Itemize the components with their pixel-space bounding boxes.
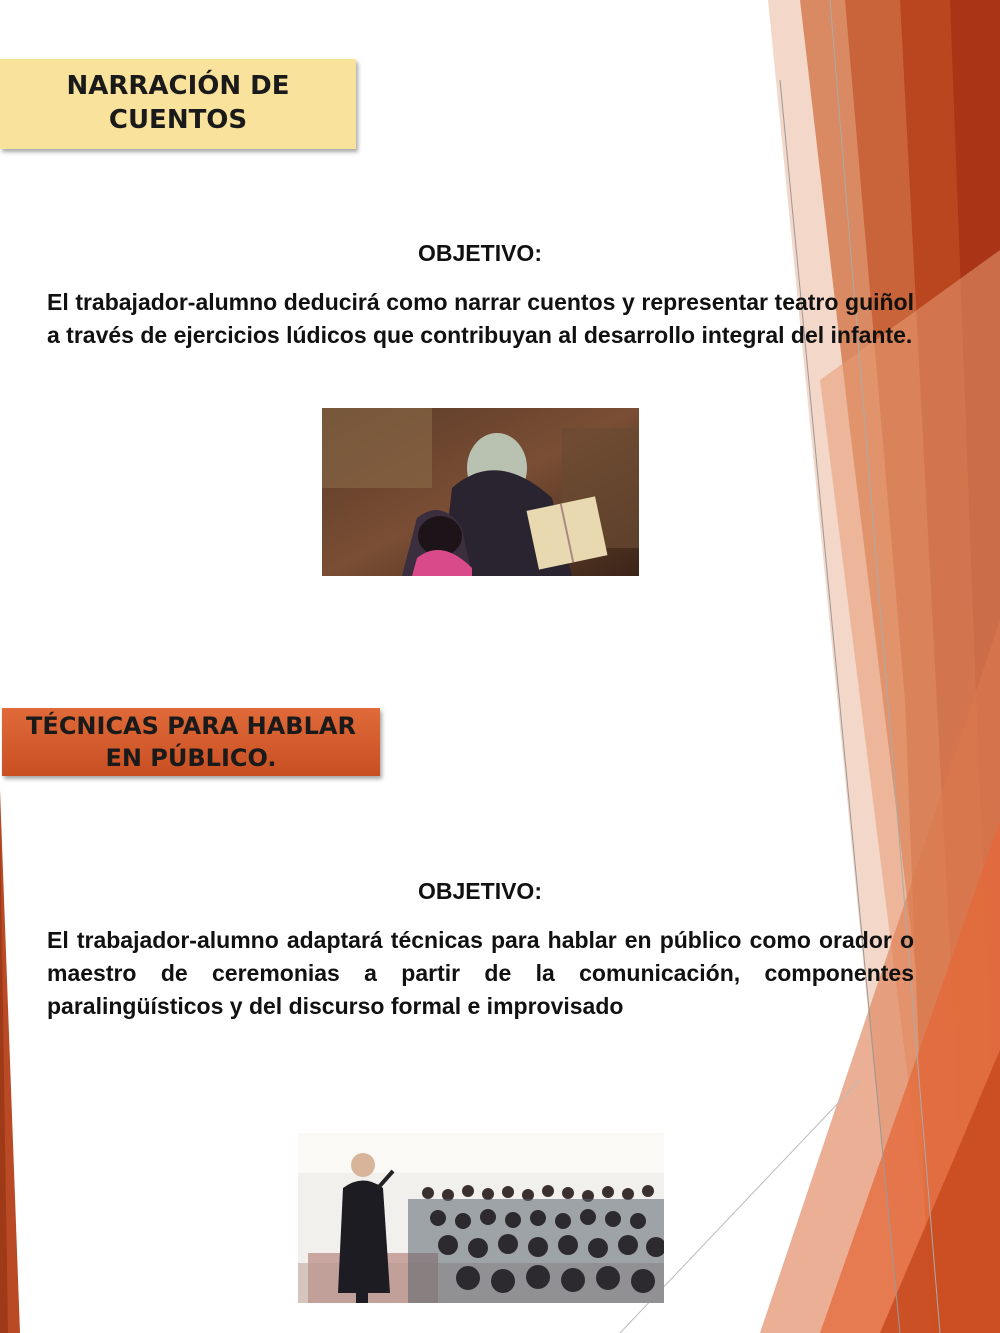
objective-text-1: El trabajador-alumno deducirá como narrar cuentos y representar teatro guiñol a través de ejercicios lúdicos que contribuyan al desarrollo integral del infante. <box>47 289 914 348</box>
section-heading-storytelling <box>0 59 356 149</box>
section-heading-public-speaking <box>2 708 380 776</box>
objective-label-2: OBJETIVO: <box>418 878 542 904</box>
heading-line-1: TÉCNICAS PARA HABLAR <box>26 712 356 740</box>
objective-label-1: OBJETIVO: <box>418 240 542 266</box>
heading-line-2: CUENTOS <box>108 105 248 135</box>
public-speaking-photo <box>298 1133 664 1303</box>
storytelling-photo <box>322 408 639 576</box>
heading-line-1: NARRACIÓN DE <box>66 71 290 101</box>
heading-line-2: EN PÚBLICO. <box>105 744 277 772</box>
objective-text-2: El trabajador-alumno adaptará técnicas para hablar en público como orador o maestro de ceremonias a partir de la comunicación, componentes paralingüísticos y del discurso formal e improvisado <box>47 927 914 1019</box>
